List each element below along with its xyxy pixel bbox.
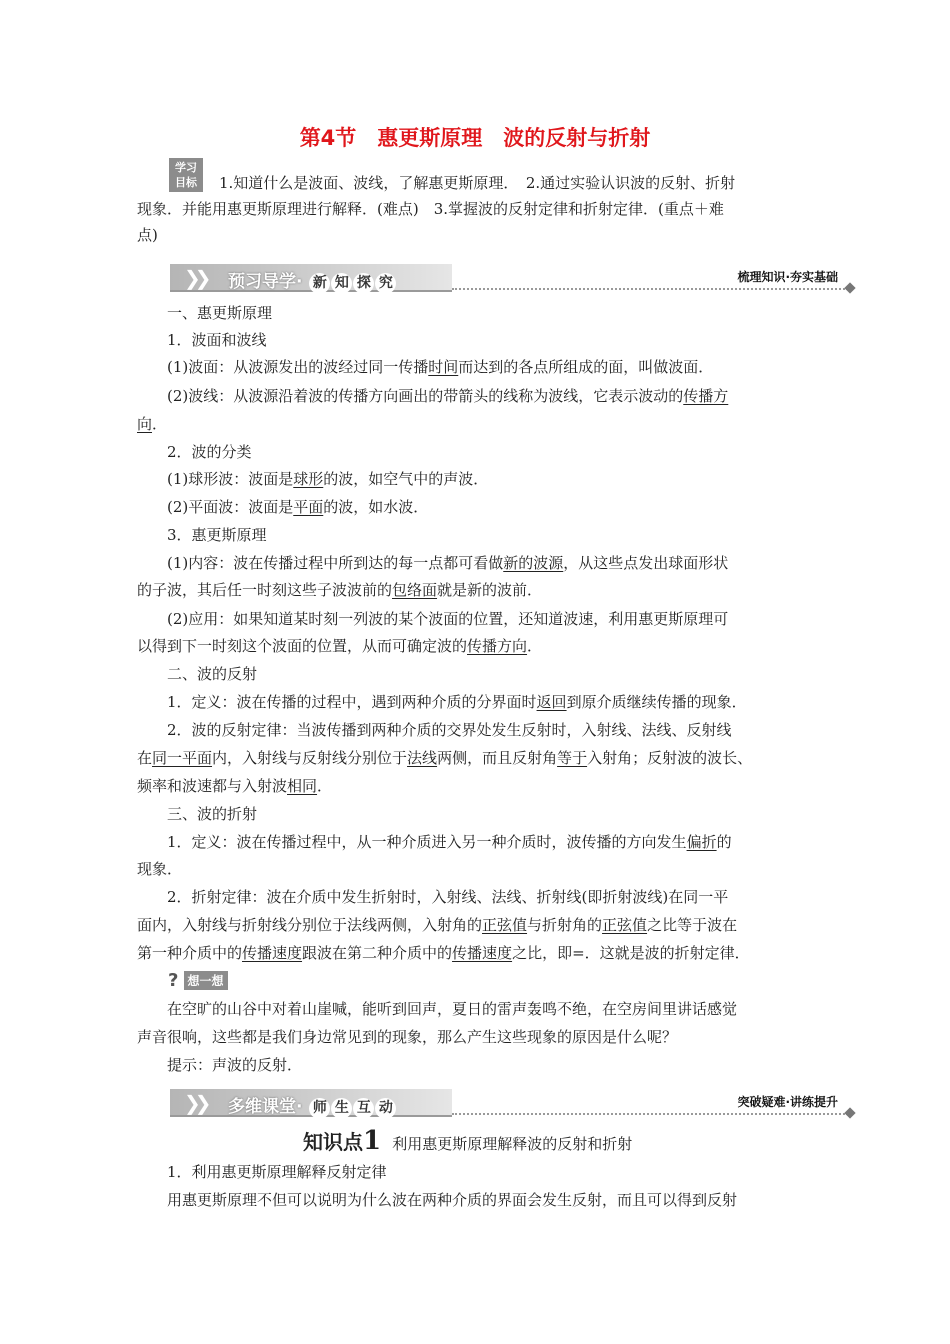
paragraph: (1)波面：从波源发出的波经过同一传播时间而达到的各点所组成的面，叫做波面．: [167, 358, 714, 376]
section-banner-classroom: ❯❯ 多维课堂· 师 生 互 动 突破疑难·讲练提升: [170, 1089, 858, 1117]
paragraph: 用惠更斯原理不但可以说明为什么波在两种介质的界面会发生反射，而且可以得到反射: [167, 1191, 738, 1209]
learning-goals-badge: 学习 目标: [169, 158, 203, 192]
paragraph: 声音很响，这些都是我们身边常见到的现象，那么产生这些现象的原因是什么呢？: [137, 1028, 678, 1046]
paragraph: (2)平面波：波面是平面的波，如水波．: [167, 498, 429, 516]
section-banner-preview: ❯❯ 预习导学· 新 知 探 究 梳理知识·夯实基础: [170, 264, 858, 292]
chevron-right-icon: ❯❯: [184, 1091, 206, 1115]
think-tag: 想一想: [184, 971, 228, 990]
page-title: 第4节 惠更斯原理 波的反射与折射: [299, 126, 651, 150]
paragraph: 1．定义：波在传播过程中，从一种介质进入另一种介质时，波传播的方向发生偏折的: [167, 833, 732, 851]
paragraph: 第一种介质中的传播速度跟波在第二种介质中的传播速度之比，即=．这就是波的折射定律．: [137, 944, 750, 962]
subheading: 3．惠更斯原理: [167, 526, 267, 544]
paragraph: 提示：声波的反射．: [167, 1056, 303, 1074]
section-heading: 二、波的反射: [167, 665, 258, 683]
paragraph: 频率和波速都与入射波相同．: [137, 777, 333, 795]
paragraph: 2．波的反射定律：当波传播到两种介质的交界处发生反射时，入射线、法线、反射线: [167, 721, 732, 739]
paragraph: 在同一平面内，入射线与反射线分别位于法线两侧，而且反射角等于入射角；反射波的波长、: [137, 749, 753, 767]
paragraph: 以得到下一时刻这个波面的位置，从而可确定波的传播方向．: [137, 637, 543, 655]
paragraph: 面内，入射线与折射线分别位于法线两侧，入射角的正弦值与折射角的正弦值之比等于波在: [137, 916, 738, 934]
section-heading: 一、惠更斯原理: [167, 304, 273, 322]
think-label: [168, 970, 228, 991]
paragraph: (2)波线：从波源沿着波的传播方向画出的带箭头的线称为波线，它表示波动的传播方: [167, 387, 729, 405]
paragraph: 在空旷的山谷中对着山崖喊，能听到回声，夏日的雷声轰鸣不绝，在空房间里讲话感觉: [167, 1000, 738, 1018]
goals-line-3: 点): [137, 226, 158, 244]
banner-subtitle: 突破疑难·讲练提升: [737, 1095, 838, 1109]
paragraph: 向．: [137, 415, 168, 433]
learning-goals: [137, 161, 817, 248]
subheading: 1．利用惠更斯原理解释反射定律: [167, 1163, 387, 1181]
goals-line-2: 现象．并能用惠更斯原理进行解释．(难点) 3.掌握波的反射定律和折射定律．(重点＋难: [137, 200, 724, 218]
paragraph: 2．折射定律：波在介质中发生折射时，入射线、法线、折射线(即折射波线)在同一平: [167, 888, 729, 906]
paragraph: (2)应用：如果知道某时刻一列波的某个波面的位置，还知道波速，利用惠更斯原理可: [167, 610, 729, 628]
section-heading: 三、波的折射: [167, 805, 258, 823]
paragraph: (1)内容：波在传播过程中所到达的每一点都可看做新的波源，从这些点发出球面形状: [167, 554, 729, 572]
diamond-icon: [844, 282, 855, 293]
diamond-icon: [844, 1107, 855, 1118]
paragraph: 的子波，其后任一时刻这些子波波前的包络面就是新的波前．: [137, 581, 543, 599]
paragraph: (1)球形波：波面是球形的波，如空气中的声波．: [167, 470, 489, 488]
subheading: 1．波面和波线: [167, 331, 267, 349]
knowledge-point-heading: 知识点1 利用惠更斯原理解释波的反射和折射: [303, 1126, 633, 1156]
goals-line-1: 1.知道什么是波面、波线，了解惠更斯原理． 2.通过实验认识波的反射、折射: [219, 174, 736, 192]
subheading: 2．波的分类: [167, 443, 252, 461]
question-icon: ?: [168, 970, 179, 991]
chevron-right-icon: ❯❯: [184, 266, 206, 290]
paragraph: 1．定义：波在传播的过程中，遇到两种介质的分界面时返回到原介质继续传播的现象．: [167, 693, 747, 711]
paragraph: 现象．: [137, 860, 183, 878]
banner-subtitle: 梳理知识·夯实基础: [737, 270, 838, 284]
